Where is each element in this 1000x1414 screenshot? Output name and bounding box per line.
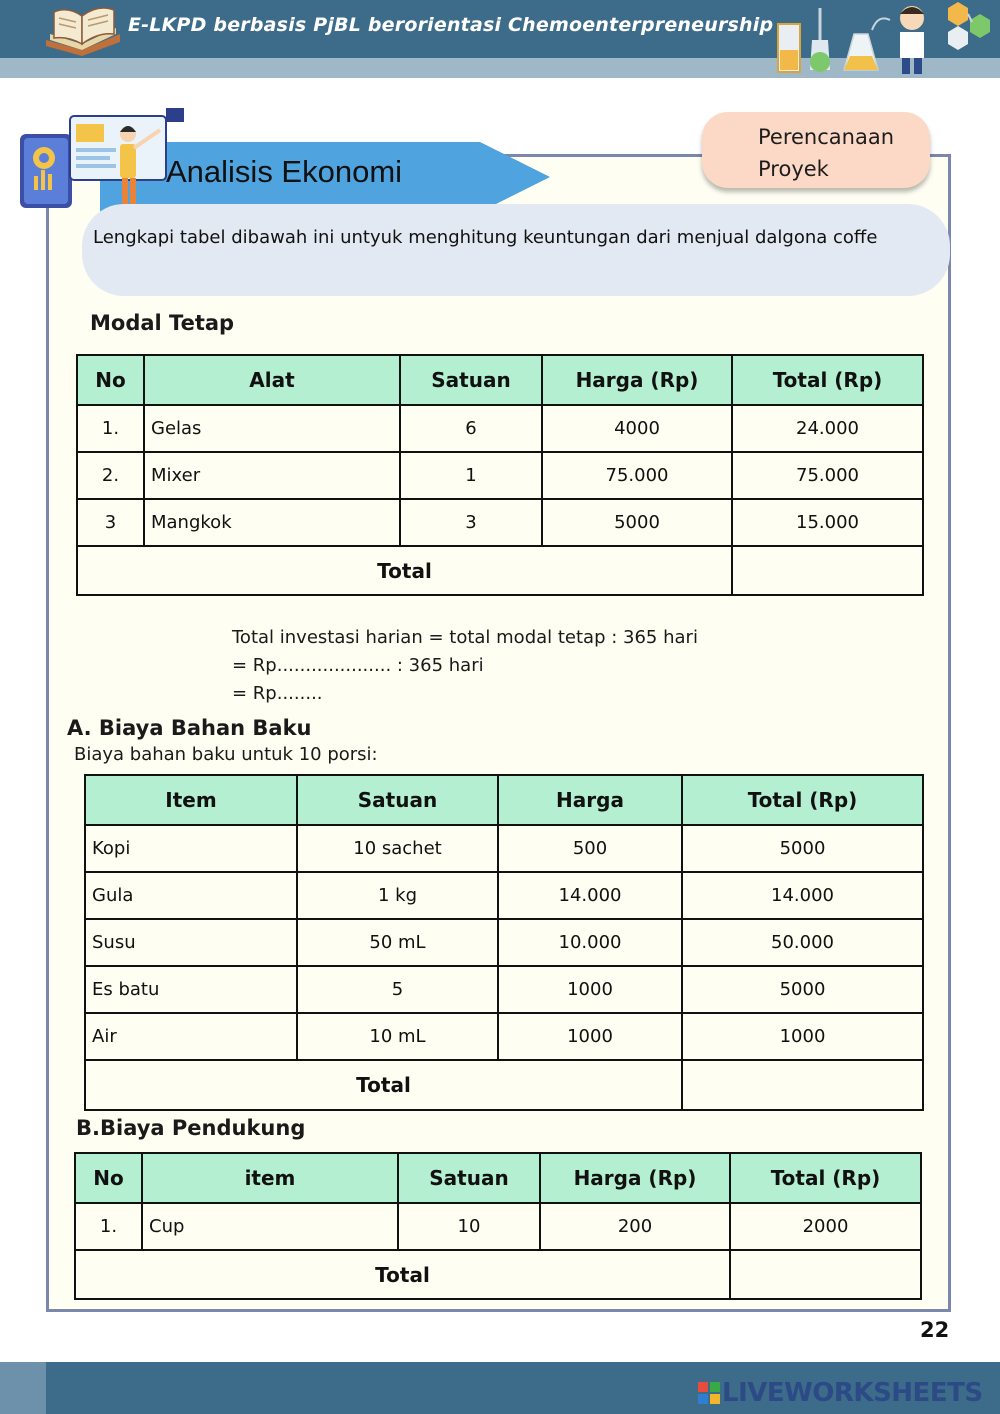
badge-line-1: Perencanaan bbox=[758, 125, 895, 149]
total-row bbox=[75, 1250, 921, 1299]
section-badge bbox=[702, 112, 930, 188]
cell-satuan: 10 mL bbox=[297, 1013, 498, 1060]
cell-total: 2000 bbox=[730, 1203, 921, 1250]
table-row bbox=[75, 1203, 921, 1250]
investasi-line-1: Total investasi harian = total modal tetap : 365 hari bbox=[232, 627, 698, 648]
liveworksheets-text: LIVEWORKSHEETS bbox=[722, 1378, 983, 1408]
total-label: Total bbox=[85, 1060, 682, 1110]
bottom-banner-accent bbox=[0, 1362, 46, 1414]
modal-tetap-table bbox=[76, 354, 924, 596]
table-row bbox=[77, 452, 923, 499]
presenter-illustration-icon bbox=[14, 104, 189, 220]
cell-no: 1. bbox=[77, 405, 144, 452]
cell-no: 3 bbox=[77, 499, 144, 546]
col-header-satuan: Satuan bbox=[398, 1153, 540, 1203]
col-header-total: Total (Rp) bbox=[682, 775, 923, 825]
col-header-satuan: Satuan bbox=[297, 775, 498, 825]
col-header-alat: Alat bbox=[144, 355, 400, 405]
cell-alat: Mangkok bbox=[144, 499, 400, 546]
book-icon bbox=[42, 4, 124, 56]
cell-total: 50.000 bbox=[682, 919, 923, 966]
investasi-line-3: = Rp........ bbox=[232, 683, 323, 704]
page-title: Analisis Ekonomi bbox=[166, 154, 403, 189]
total-label: Total bbox=[77, 546, 732, 595]
total-input-cell[interactable] bbox=[730, 1250, 921, 1299]
liveworksheets-logo[interactable] bbox=[698, 1378, 983, 1408]
cell-total: 24.000 bbox=[732, 405, 923, 452]
cell-item: Susu bbox=[85, 919, 297, 966]
cell-harga: 14.000 bbox=[498, 872, 682, 919]
col-header-harga: Harga bbox=[498, 775, 682, 825]
col-header-harga: Harga (Rp) bbox=[542, 355, 732, 405]
table-row bbox=[85, 1013, 923, 1060]
table-row bbox=[77, 405, 923, 452]
lab-equipment-icon bbox=[772, 0, 998, 76]
cell-harga: 200 bbox=[540, 1203, 730, 1250]
cell-total: 5000 bbox=[682, 825, 923, 872]
cell-total: 5000 bbox=[682, 966, 923, 1013]
cell-satuan: 6 bbox=[400, 405, 542, 452]
cell-no: 2. bbox=[77, 452, 144, 499]
cell-alat: Gelas bbox=[144, 405, 400, 452]
cell-no: 1. bbox=[75, 1203, 142, 1250]
cell-harga: 4000 bbox=[542, 405, 732, 452]
cell-item: Air bbox=[85, 1013, 297, 1060]
top-banner bbox=[0, 0, 1000, 78]
cell-harga: 5000 bbox=[542, 499, 732, 546]
investasi-line-2: = Rp.................... : 365 hari bbox=[232, 655, 484, 676]
total-row bbox=[85, 1060, 923, 1110]
cell-harga: 1000 bbox=[498, 1013, 682, 1060]
total-row bbox=[77, 546, 923, 595]
badge-line-2: Proyek bbox=[758, 157, 829, 181]
cell-satuan: 3 bbox=[400, 499, 542, 546]
pendukung-table bbox=[74, 1152, 922, 1300]
col-header-satuan: Satuan bbox=[400, 355, 542, 405]
bahan-baku-title: A. Biaya Bahan Baku bbox=[67, 716, 312, 740]
cell-alat: Mixer bbox=[144, 452, 400, 499]
col-header-total: Total (Rp) bbox=[732, 355, 923, 405]
table-row bbox=[85, 872, 923, 919]
liveworksheets-cubes-icon bbox=[698, 1382, 720, 1404]
page-number: 22 bbox=[920, 1318, 950, 1342]
pendukung-title: B.Biaya Pendukung bbox=[76, 1116, 306, 1140]
instruction-box bbox=[82, 204, 950, 296]
cell-total: 75.000 bbox=[732, 452, 923, 499]
cell-item: Gula bbox=[85, 872, 297, 919]
banner-title: E-LKPD berbasis PjBL berorientasi Chemoenterpreneurship bbox=[128, 14, 774, 36]
cell-harga: 500 bbox=[498, 825, 682, 872]
cell-satuan: 5 bbox=[297, 966, 498, 1013]
col-header-item: Item bbox=[85, 775, 297, 825]
cell-item: Cup bbox=[142, 1203, 398, 1250]
cell-satuan: 50 mL bbox=[297, 919, 498, 966]
total-label: Total bbox=[75, 1250, 730, 1299]
col-header-no: No bbox=[75, 1153, 142, 1203]
cell-harga: 1000 bbox=[498, 966, 682, 1013]
cell-item: Es batu bbox=[85, 966, 297, 1013]
cell-satuan: 10 bbox=[398, 1203, 540, 1250]
cell-harga: 10.000 bbox=[498, 919, 682, 966]
instruction-text: Lengkapi tabel dibawah ini untyuk menghitung keuntungan dari menjual dalgona coffe bbox=[93, 227, 878, 248]
cell-satuan: 1 bbox=[400, 452, 542, 499]
cell-harga: 75.000 bbox=[542, 452, 732, 499]
col-header-no: No bbox=[77, 355, 144, 405]
col-header-total: Total (Rp) bbox=[730, 1153, 921, 1203]
total-input-cell[interactable] bbox=[732, 546, 923, 595]
cell-total: 14.000 bbox=[682, 872, 923, 919]
bahan-baku-table bbox=[84, 774, 924, 1111]
cell-item: Kopi bbox=[85, 825, 297, 872]
cell-satuan: 1 kg bbox=[297, 872, 498, 919]
table-row bbox=[85, 825, 923, 872]
modal-tetap-title: Modal Tetap bbox=[90, 311, 235, 335]
table-row bbox=[85, 919, 923, 966]
bahan-baku-subtitle: Biaya bahan baku untuk 10 porsi: bbox=[74, 744, 378, 765]
table-row bbox=[77, 499, 923, 546]
total-input-cell[interactable] bbox=[682, 1060, 923, 1110]
cell-total: 15.000 bbox=[732, 499, 923, 546]
col-header-item: item bbox=[142, 1153, 398, 1203]
cell-satuan: 10 sachet bbox=[297, 825, 498, 872]
col-header-harga: Harga (Rp) bbox=[540, 1153, 730, 1203]
table-row bbox=[85, 966, 923, 1013]
cell-total: 1000 bbox=[682, 1013, 923, 1060]
